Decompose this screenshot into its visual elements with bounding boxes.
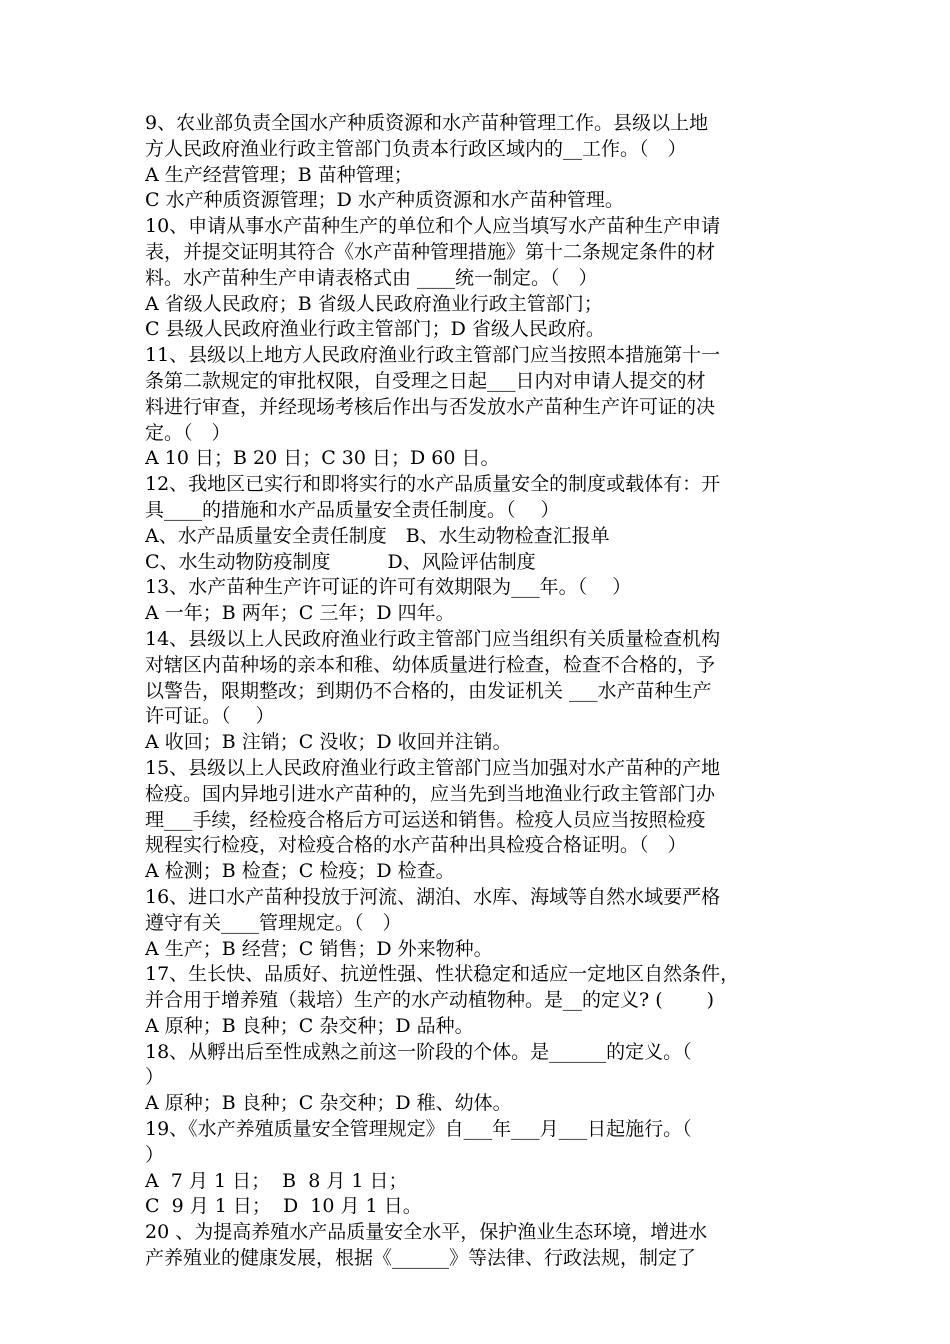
question-text-line: 15、县级以上人民政府渔业行政主管部门应当加强对水产苗种的产地 [145,756,721,779]
question-11 [145,343,825,472]
answer-options-line: C 水产种质资源管理；D 水产种质资源和水产苗种管理。 [145,189,624,212]
answer-options-line: A 原种；B 良种；C 杂交种；D 品种。 [145,1014,474,1037]
question-text-line: 对辖区内苗种场的亲本和稚、幼体质量进行检查，检查不合格的，予 [145,653,716,676]
question-9 [145,111,825,214]
question-text-line: 具____的措施和水产品质量安全责任制度。（ ） [145,498,560,521]
answer-options-line: A 生产；B 经营；C 销售；D 外来物种。 [145,937,493,960]
question-text-line: 遵守有关____管理规定。（ ） [145,911,402,934]
question-list [145,111,825,1272]
question-text-line: 10、申请从事水产苗种生产的单位和个人应当填写水产苗种生产申请 [145,215,721,238]
question-text-line: 以警告，限期整改；到期仍不合格的，由发证机关 ___水产苗种生产 [145,679,712,702]
answer-options-line: A 一年；B 两年；C 三年；D 四年。 [145,602,455,625]
answer-options-line: C 9 月 1 日； D 10 月 1 日。 [145,1195,422,1218]
question-16 [145,885,825,962]
question-text-line: 12、我地区已实行和即将实行的水产品质量安全的制度或载体有：开 [145,473,721,496]
question-text-line: ） [145,1066,165,1089]
question-14 [145,627,825,756]
question-18 [145,1040,825,1117]
question-15 [145,756,825,885]
question-19 [145,1117,825,1220]
question-text-line: 20 、为提高养殖水产品质量安全水平，保护渔业生态环境，增进水 [145,1221,708,1244]
question-text-line: 规程实行检疫，对检疫合格的水产苗种出具检疫合格证明。（ ） [145,834,687,857]
question-text-line: 16、进口水产苗种投放于河流、湖泊、水库、海域等自然水域要严格 [145,885,721,908]
answer-options-line: A 收回；B 注销；C 没收；D 收回并注销。 [145,731,512,754]
question-text-line: 定。（ ） [145,421,231,444]
question-text-line: 料进行审查，并经现场考核后作出与否发放水产苗种生产许可证的决 [145,395,716,418]
answer-options-line: A 10 日；B 20 日；C 30 日；D 60 日。 [145,447,500,470]
question-text-line: 18、从孵出后至性成熟之前这一阶段的个体。是______的定义。（ [145,1040,692,1063]
answer-options-line: A 检测；B 检查；C 检疫；D 检查。 [145,860,455,883]
question-20 [145,1220,825,1272]
question-text-line: 理___手续，经检疫合格后方可运送和销售。检疫人员应当按照检疫 [145,808,706,831]
answer-options-line: A 省级人民政府；B 省级人民政府渔业行政主管部门； [145,292,603,315]
question-10 [145,214,825,343]
question-13 [145,575,825,627]
question-text-line: 方人民政府渔业行政主管部门负责本行政区域内的__工作。（ ） [145,137,687,160]
answer-options-line: A 原种；B 良种；C 杂交种；D 稚、幼体。 [145,1092,512,1115]
answer-options-line: A 7 月 1 日； B 8 月 1 日； [145,1169,408,1192]
question-text-line: 11、县级以上地方人民政府渔业行政主管部门应当按照本措施第十一 [145,344,721,367]
answer-options-line: C、水生动物防疫制度 D、风险评估制度 [145,550,536,573]
answer-options-line: A 生产经营管理；B 苗种管理； [145,163,413,186]
question-text-line: 产养殖业的健康发展，根据《______》等法律、行政法规，制定了 [145,1247,697,1270]
question-text-line: 料。水产苗种生产申请表格式由 ____统一制定。（ ） [145,266,598,289]
question-text-line: 许可证。（ ） [145,705,275,728]
question-text-line: 14、县级以上人民政府渔业行政主管部门应当组织有关质量检查机构 [145,627,721,650]
question-text-line: 19、《水产养殖质量安全管理规定》自___年___月___日起施行。（ [145,1118,692,1141]
question-text-line: 并合用于增养殖（栽培）生产的水产动植物种。是__的定义? ( ) [145,989,715,1012]
question-text-line: 检疫。国内异地引进水产苗种的，应当先到当地渔业行政主管部门办 [145,782,716,805]
question-text-line: ） [145,1143,165,1166]
question-text-line: 表，并提交证明其符合《水产苗种管理措施》第十二条规定条件的材 [145,240,716,263]
answer-options-line: C 县级人民政府渔业行政主管部门；D 省级人民政府。 [145,318,605,341]
question-text-line: 9、农业部负责全国水产种质资源和水产苗种管理工作。县级以上地 [145,112,709,134]
question-text-line: 17、生长快、品质好、抗逆性强、性状稳定和适应一定地区自然条件， [145,963,740,986]
answer-options-line: A、水产品质量安全责任制度 B、水生动物检查汇报单 [145,524,610,547]
question-text-line: 条第二款规定的审批权限，自受理之日起___日内对申请人提交的材 [145,369,706,392]
question-17 [145,962,825,1039]
question-text-line: 13、水产苗种生产许可证的许可有效期限为___年。（ ） [145,576,632,599]
question-12 [145,472,825,575]
